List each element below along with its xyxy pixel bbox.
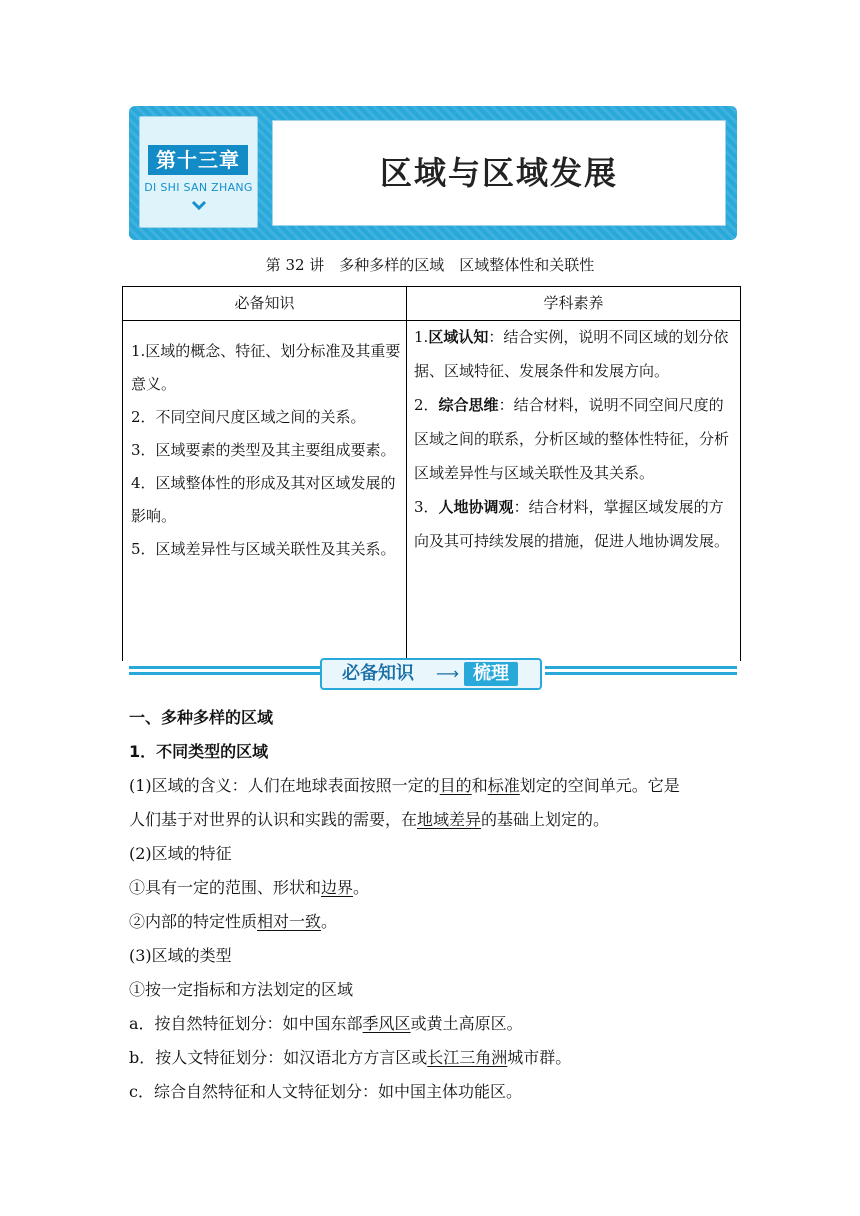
literacy-text: ：结合材料，说明不同空间尺度的区域之间的联系，分析区域的整体性特征，分析区域差异性与区域关联性及其关系。 <box>414 396 730 482</box>
literacy-num: 1. <box>414 328 429 346</box>
chapter-label: 第十三章 <box>148 145 248 175</box>
underlined-term: 季风区 <box>362 1014 411 1033</box>
literacy-num: 2． <box>414 396 439 414</box>
list-item <box>129 872 733 904</box>
requirements-table <box>122 286 741 661</box>
chapter-title: 区域与区域发展 <box>379 154 618 192</box>
literacy-item <box>414 490 732 558</box>
lecture-title: 第 32 讲 多种多样的区域 区域整体性和关联性 <box>265 256 595 274</box>
sub-heading: 1．不同类型的区域 <box>129 742 269 761</box>
list-item <box>129 1008 733 1040</box>
text-span: 。 <box>321 912 338 931</box>
ribbon-line-right <box>545 672 737 675</box>
chevron-down-icon <box>190 197 208 215</box>
list-item: (2)区域的特征 <box>129 844 232 863</box>
table-header-literacy: 学科素养 <box>407 287 740 321</box>
ribbon-line-right <box>545 666 737 669</box>
knowledge-item: 3．区域要素的类型及其主要组成要素。 <box>131 441 396 459</box>
text-span: 城市群。 <box>507 1048 572 1067</box>
ribbon-tag: 梳理 <box>464 662 518 686</box>
text-span: 划定的空间单元。它是 <box>519 776 680 795</box>
text-span: 。 <box>353 878 370 897</box>
list-item <box>129 906 733 938</box>
literacy-cell <box>414 320 732 558</box>
text-span: ①具有一定的范围、形状和 <box>129 878 322 897</box>
knowledge-item: 4．区域整体性的形成及其对区域发展的影响。 <box>131 474 396 525</box>
paragraph-line <box>129 770 733 802</box>
section-ribbon <box>320 658 542 692</box>
table-header-knowledge: 必备知识 <box>123 287 406 321</box>
literacy-term: 综合思维 <box>438 396 499 414</box>
underlined-term: 边界 <box>321 878 354 897</box>
text-span: ②内部的特定性质 <box>129 912 258 931</box>
literacy-text: ：结合实例，说明不同区域的划分依据、区域特征、发展条件和发展方向。 <box>414 328 729 380</box>
ribbon-line-left <box>129 666 320 669</box>
chapter-pinyin: DI SHI SAN ZHANG <box>144 181 253 194</box>
text-span: b．按人文特征划分：如汉语北方方言区或 <box>129 1048 428 1067</box>
literacy-num: 3． <box>414 498 439 516</box>
paragraph-line <box>129 804 733 836</box>
literacy-item <box>414 320 732 388</box>
underlined-term: 标准 <box>487 776 520 795</box>
underlined-term: 相对一致 <box>257 912 322 931</box>
knowledge-cell <box>131 335 401 566</box>
section-heading: 一、多种多样的区域 <box>129 708 274 727</box>
chapter-title-box <box>272 120 726 226</box>
text-span: (1)区域的含义：人们在地球表面按照一定的 <box>129 776 440 795</box>
text-span: a．按自然特征划分：如中国东部 <box>129 1014 363 1033</box>
literacy-text: ：结合材料，掌握区域发展的方向及其可持续发展的措施，促进人地协调发展。 <box>414 498 730 550</box>
knowledge-item: 2．不同空间尺度区域之间的关系。 <box>131 408 366 426</box>
literacy-item <box>414 388 732 490</box>
chapter-banner <box>129 106 737 240</box>
list-item: ①按一定指标和方法划定的区域 <box>129 980 354 999</box>
ribbon-line-left <box>129 672 320 675</box>
text-span: 的基础上划定的。 <box>481 810 610 829</box>
literacy-term: 区域认知 <box>428 328 489 346</box>
text-span: 人们基于对世界的认识和实践的需要，在 <box>129 810 418 829</box>
arrow-right-icon: ⟶ <box>436 664 459 683</box>
list-item: (3)区域的类型 <box>129 946 232 965</box>
knowledge-item: 5．区域差异性与区域关联性及其关系。 <box>131 540 396 558</box>
list-item: c．综合自然特征和人文特征划分：如中国主体功能区。 <box>129 1082 522 1101</box>
underlined-term: 长江三角洲 <box>427 1048 508 1067</box>
underlined-term: 目的 <box>439 776 472 795</box>
text-span: 或黄土高原区。 <box>410 1014 523 1033</box>
knowledge-item: 1.区域的概念、特征、划分标准及其重要意义。 <box>131 342 401 393</box>
underlined-term: 地域差异 <box>417 810 482 829</box>
chapter-card <box>139 116 258 228</box>
list-item <box>129 1042 733 1074</box>
text-span: 和 <box>471 776 488 795</box>
ribbon-text: 必备知识 <box>342 663 414 684</box>
literacy-term: 人地协调观 <box>438 498 514 516</box>
table-divider <box>406 287 407 661</box>
